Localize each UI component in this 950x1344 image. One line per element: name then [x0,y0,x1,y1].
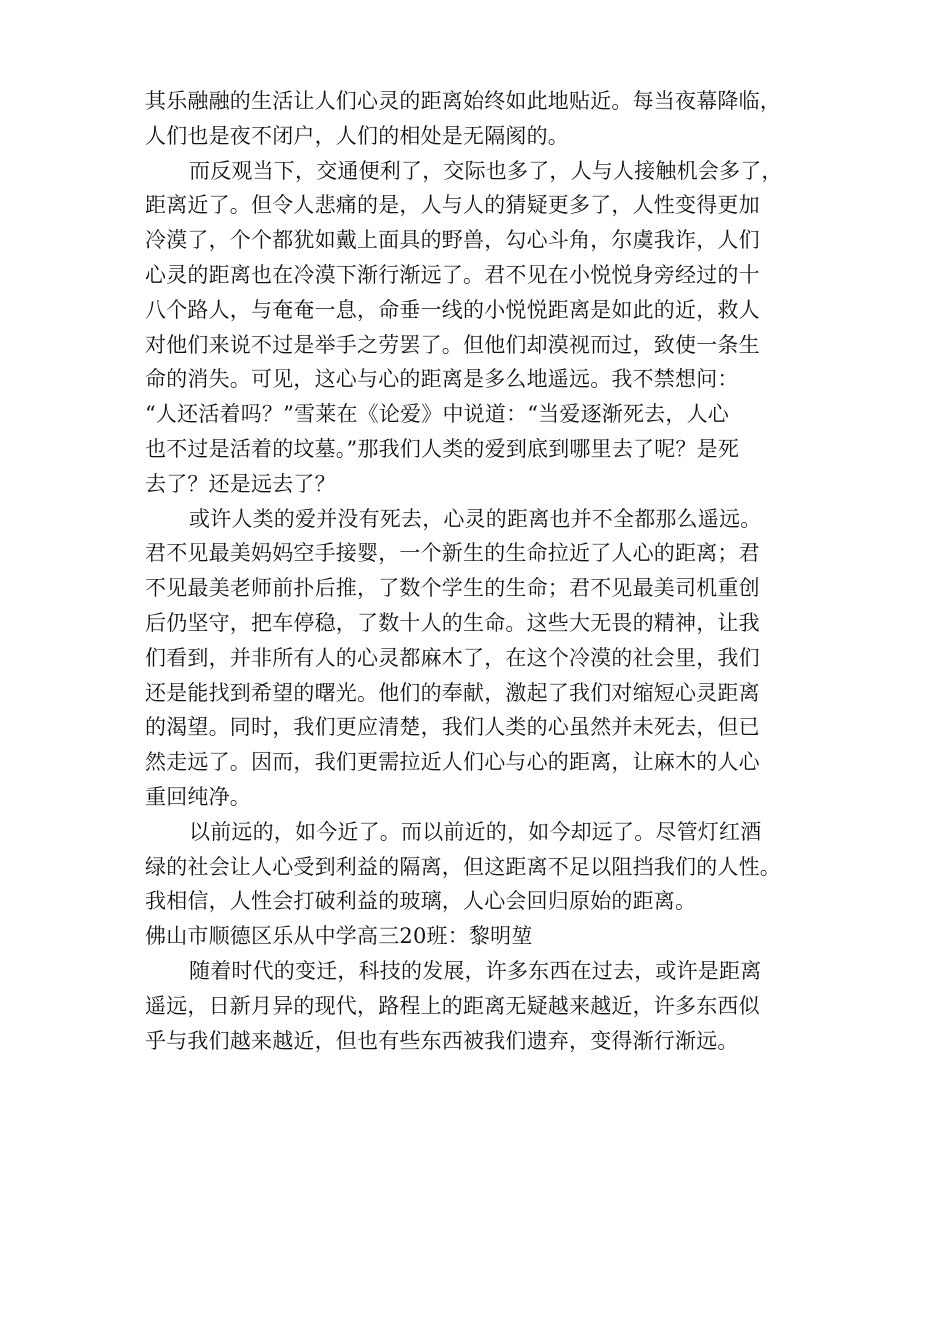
text-line: 不见最美老师前扑后推，了数个学生的生命；君不见最美司机重创 [145,576,760,601]
text-line: “人还活着吗？”雪莱在《论爱》中说道：“当爱逐渐死去，人心 [145,402,730,427]
text-line: 后仍坚守，把车停稳，了数十人的生命。这些大无畏的精神，让我 [145,610,760,635]
essay-text [145,84,810,1058]
text-line: 然走远了。因而，我们更需拉近人们心与心的距离，让麻木的人心 [145,750,760,775]
text-line: 佛山市顺德区乐从中学高三20班：黎明堃 [145,924,533,949]
text-line: 乎与我们越来越近，但也有些东西被我们遗弃，变得渐行渐远。 [145,1028,739,1053]
text-line: 其乐融融的生活让人们心灵的距离始终如此地贴近。每当夜幕降临， [145,89,781,113]
text-line: 遥远，日新月异的现代，路程上的距离无疑越来越近，许多东西似 [145,993,760,1018]
text-line: 命的消失。可见，这心与心的距离是多么地遥远。我不禁想问： [145,367,739,392]
text-line: 随着时代的变迁，科技的发展，许多东西在过去，或许是距离 [189,958,762,983]
text-line: 或许人类的爱并没有死去，心灵的距离也并不全都那么遥远。 [189,506,762,531]
text-line: 也不过是活着的坟墓。”那我们人类的爱到底到哪里去了呢？是死 [145,436,740,461]
text-line: 去了？还是远去了？ [145,471,336,496]
text-line: 冷漠了，个个都犹如戴上面具的野兽，勾心斗角，尔虞我诈，人们 [145,228,760,253]
text-line: 重回纯净。 [145,784,251,809]
text-line: 君不见最美妈妈空手接婴，一个新生的生命拉近了人心的距离；君 [145,541,760,566]
text-line: 们看到，并非所有人的心灵都麻木了，在这个冷漠的社会里，我们 [145,645,760,670]
text-line: 而反观当下，交通便利了，交际也多了，人与人接触机会多了， [189,158,783,183]
text-line: 以前远的，如今近了。而以前近的，如今却远了。尽管灯红酒 [189,819,762,844]
text-line: 距离近了。但令人悲痛的是，人与人的猜疑更多了，人性变得更加 [145,193,760,218]
text-line: 还是能找到希望的曙光。他们的奉献，激起了我们对缩短心灵距离 [145,680,760,705]
text-line: 对他们来说不过是举手之劳罢了。但他们却漠视而过，致使一条生 [145,332,760,357]
text-line: 我相信，人性会打破利益的玻璃，人心会回归原始的距离。 [145,889,697,914]
text-line: 绿的社会让人心受到利益的隔离，但这距离不足以阻挡我们的人性。 [145,854,781,879]
text-line: 八个路人，与奄奄一息，命垂一线的小悦悦距离是如此的近，救人 [145,297,760,322]
text-line: 心灵的距离也在冷漠下渐行渐远了。君不见在小悦悦身旁经过的十 [145,262,760,287]
text-line: 人们也是夜不闭户，人们的相处是无隔阂的。 [145,123,569,148]
text-line: 的渴望。同时，我们更应清楚，我们人类的心虽然并未死去，但已 [145,715,760,740]
